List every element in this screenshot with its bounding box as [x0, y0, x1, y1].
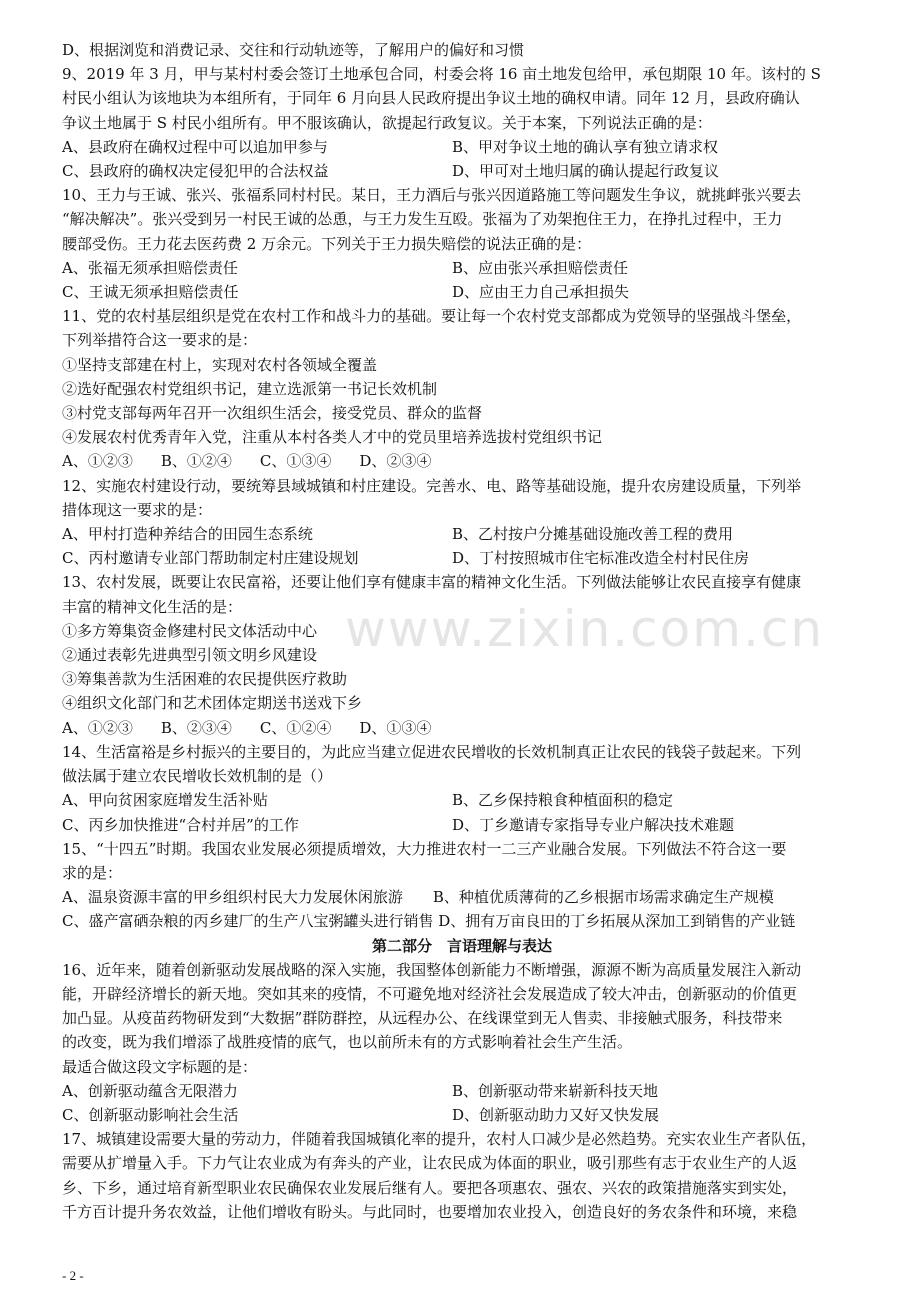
q10-stem-line: 10、王力与王诚、张兴、张福系同村村民。某日，王力酒后与张兴因道路施工等问题发生争议，就挑衅张兴要去	[62, 186, 802, 205]
q13-options-row	[62, 716, 862, 740]
q9-option-c: C、县政府的确权决定侵犯甲的合法权益	[62, 162, 329, 181]
q16-option-c: C、创新驱动影响社会生活	[62, 1105, 239, 1124]
q10-options-row	[62, 256, 862, 280]
q12-option-c: C、丙村邀请专业部门帮助制定村庄建设规划	[62, 549, 359, 568]
q13-option-a: A、①②③	[62, 718, 133, 737]
q11-option-d: D、②③④	[359, 452, 432, 471]
q9-options-row	[62, 135, 862, 159]
q11-options-row	[62, 449, 862, 473]
q13-option-b: B、②③④	[160, 718, 232, 737]
q16-options-row	[62, 1103, 862, 1127]
q9-options-row	[62, 159, 862, 183]
q11-item: ④发展农村优秀青年入党，注重从本村各类人才中的党员里培养选拔村党组织书记	[62, 428, 603, 447]
q13-option-d: D、①③④	[359, 718, 432, 737]
q11-option-b: B、①②④	[160, 452, 232, 471]
q11-item: ③村党支部每两年召开一次组织生活会，接受党员、群众的监督	[62, 404, 483, 423]
q16-option-a: A、创新驱动蕴含无限潜力	[62, 1081, 238, 1100]
q14-option-d: D、丁乡邀请专家指导专业户解决技术难题	[452, 815, 735, 834]
q14-stem-line: 14、生活富裕是乡村振兴的主要目的，为此应当建立促进农民增收的长效机制真正让农民的钱袋子鼓起来。下列	[62, 742, 802, 761]
q12-option-b: B、乙村按户分摊基础设施改善工程的费用	[452, 525, 734, 544]
q10-option-a: A、张福无须承担赔偿责任	[62, 258, 238, 277]
q14-option-b: B、乙乡保持粮食种植面积的稳定	[452, 791, 674, 810]
q16-stem-line: 能，开辟经济增长的新天地。突如其来的疫情，不可避免地对经济社会发展造成了较大冲击，创新驱动的价值更	[62, 984, 798, 1003]
q10-stem-line: 腰部受伤。王力花去医药费 2 万余元。下列关于王力损失赔偿的说法正确的是：	[62, 234, 592, 253]
q11-stem-line: 下列举措符合这一要求的是：	[62, 331, 258, 350]
q11-option-a: A、①②③	[62, 452, 133, 471]
watermark: www.zixin.com.cn	[345, 600, 825, 658]
q15-options-cd: C、盛产富硒杂粮的丙乡建厂的生产八宝粥罐头进行销售 D、拥有万亩良田的丁乡拓展从深加工到销售的产业链	[62, 912, 796, 931]
q9-stem-line: 9、2019 年 3 月，甲与某村村委会签订土地承包合同，村委会将 16 亩土地发包给甲，承包期限 10 年。该村的 S	[62, 65, 821, 84]
q10-options-row	[62, 280, 862, 304]
q13-item: ①多方筹集资金修建村民文体活动中心	[62, 621, 318, 640]
q16-option-b: B、创新驱动带来崭新科技天地	[452, 1081, 659, 1100]
q10-option-c: C、王诚无须承担赔偿责任	[62, 283, 239, 302]
q15-stem-line: 求的是：	[62, 863, 123, 882]
q16-stem-line: 最适合做这段文字标题的是：	[62, 1057, 258, 1076]
q16-options-row	[62, 1079, 862, 1103]
q15-stem-line: 15、“十四五”时期。我国农业发展必须提质增效，大力推进农村一二三产业融合发展。下列做法不符合这一要	[62, 839, 787, 858]
q9-option-d: D、甲可对土地归属的确认提起行政复议	[452, 162, 720, 181]
q16-stem-line: 加凸显。从疫苗药物研发到“大数据”群防群控，从远程办公、在线课堂到无人售卖、非接触式服务，科技带来	[62, 1009, 783, 1028]
q17-stem-line: 乡、下乡，通过培育新型职业农民确保农业发展后继有人。要把各项惠农、强农、兴农的政策措施落实到实处，	[62, 1178, 798, 1197]
q12-stem-line: 措体现这一要求的是：	[62, 500, 213, 519]
q10-option-b: B、应由张兴承担赔偿责任	[452, 258, 629, 277]
q11-item: ②选好配强农村党组织书记，建立选派第一书记长效机制	[62, 379, 438, 398]
q12-stem-line: 12、实施农村建设行动，要统筹县域城镇和村庄建设。完善水、电、路等基础设施，提升农房建设质量，下列举	[62, 476, 802, 495]
q13-item: ②通过表彰先进典型引领文明乡风建设	[62, 646, 318, 665]
q14-option-a: A、甲向贫困家庭增发生活补贴	[62, 791, 268, 810]
q14-options-row	[62, 788, 862, 812]
q12-options-row	[62, 522, 862, 546]
q15-options-ab: A、温泉资源丰富的甲乡组织村民大力发展休闲旅游 B、种植优质薄荷的乙乡根据市场需求确定生产规模	[62, 888, 774, 907]
q13-item: ③筹集善款为生活困难的农民提供医疗救助	[62, 670, 348, 689]
q9-stem-line: 村民小组认为该地块为本组所有，于同年 6 月向县人民政府提出争议土地的确权申请。同年 12 月，县政府确认	[62, 89, 800, 108]
q9-stem-line: 争议土地属于 S 村民小组所有。甲不服该确认，欲提起行政复议。关于本案，下列说法正确的是：	[62, 113, 712, 132]
q11-stem-line: 11、党的农村基层组织是党在农村工作和战斗力的基础。要让每一个农村党支部都成为党领导的坚强战斗堡垒，	[62, 307, 802, 326]
q12-option-d: D、丁村按照城市住宅标准改造全村村民住房	[452, 549, 750, 568]
q16-stem-line: 16、近年来，随着创新驱动发展战略的深入实施，我国整体创新能力不断增强，源源不断为高质量发展注入新动	[62, 960, 802, 979]
q10-option-d: D、应由王力自己承担损失	[452, 283, 630, 302]
q9-option-a: A、县政府在确权过程中可以追加甲参与	[62, 137, 328, 156]
q11-option-c: C、①③④	[259, 452, 332, 471]
q10-stem-line: “解决解决”。张兴受到另一村民王诚的怂恿，与王力发生互殴。张福为了劝架抱住王力，在挣扎过程中，王力	[62, 210, 783, 229]
page-number: - 2 -	[62, 1268, 84, 1283]
q14-option-c: C、丙乡加快推进“合村并居”的工作	[62, 815, 299, 834]
q13-stem-line: 13、农村发展，既要让农民富裕，还要让他们享有健康丰富的精神文化生活。下列做法能够让农民直接享有健康	[62, 573, 802, 592]
q12-options-row	[62, 546, 862, 570]
q13-option-c: C、①②④	[259, 718, 332, 737]
q14-stem-line: 做法属于建立农民增收长效机制的是（）	[62, 767, 333, 786]
q16-option-d: D、创新驱动助力又好又快发展	[452, 1105, 660, 1124]
q12-option-a: A、甲村打造种养结合的田园生态系统	[62, 525, 313, 544]
section-heading: 第二部分 言语理解与表达	[371, 936, 552, 955]
q13-stem-line: 丰富的精神文化生活的是：	[62, 597, 243, 616]
q13-item: ④组织文化部门和艺术团体定期送书送戏下乡	[62, 694, 363, 713]
q14-options-row	[62, 813, 862, 837]
q17-stem-line: 千方百计提升务农效益，让他们增收有盼头。与此同时，也要增加农业投入，创造良好的务农条件和环境，来稳	[62, 1202, 798, 1221]
q8-option-d: D、根据浏览和消费记录、交往和行动轨迹等，了解用户的偏好和习惯	[62, 41, 525, 59]
q11-item: ①坚持支部建在村上，实现对农村各领域全覆盖	[62, 355, 378, 374]
q17-stem-line: 需要从扩增量入手。下力气让农业成为有奔头的产业，让农民成为体面的职业，吸引那些有志于农业生产的人返	[62, 1154, 798, 1173]
q16-stem-line: 的改变，既为我们增添了战胜疫情的底气，也以前所未有的方式影响着社会生产生活。	[62, 1033, 633, 1052]
q17-stem-line: 17、城镇建设需要大量的劳动力，伴随着我国城镇化率的提升，农村人口减少是必然趋势。充实农业生产者队伍，	[62, 1130, 817, 1149]
q9-option-b: B、甲对争议土地的确认享有独立请求权	[452, 137, 719, 156]
